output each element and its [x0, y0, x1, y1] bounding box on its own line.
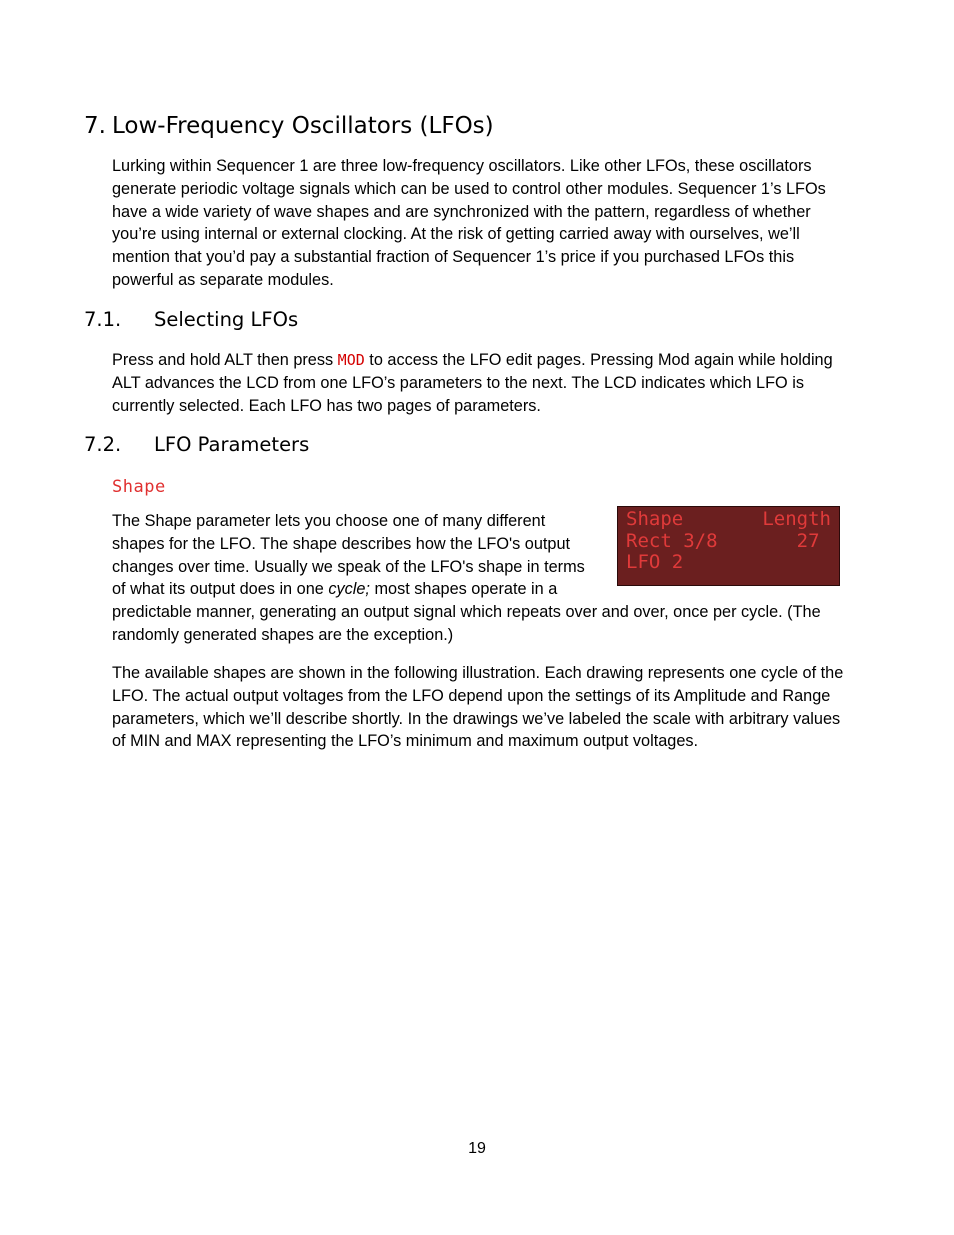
lcd-row-1-left: Shape [626, 508, 684, 530]
lcd-row-1-right: Length [762, 508, 831, 530]
selecting-text-after: to access the LFO edit pages. Pressing Mod again while holding ALT advances the LCD from one LFO’s parameters to the next. The LCD indicates which LFO is currently selected. Each LFO has two pages of parameters. [112, 351, 833, 415]
section-7-2-title: LFO Parameters [154, 433, 310, 456]
selecting-lfos-paragraph [112, 349, 847, 417]
selecting-text-before: Press and hold ALT then press [112, 351, 338, 369]
section-7-title: Low-Frequency Oscillators (LFOs) [112, 113, 494, 139]
lcd-row-2-right: 27 [796, 529, 831, 552]
section-7-1-heading [84, 307, 298, 333]
section-7-intro: Lurking within Sequencer 1 are three low-frequency oscillators. Like other LFOs, these oscillators generate periodic voltage signals which can be used to control other modules. Sequencer 1’s LFOs have a wide variety of wave shapes and are synchronized with the pattern, regardless of whether you’re using internal or external clocking. At the risk of getting carried away with ourselves, we’ll mention that you’d pay a substantial fraction of Sequencer 1’s price if you purchased LFOs this powerful as separate modules. [112, 157, 826, 289]
section-7-1-number: 7.1. [84, 308, 122, 331]
section-7-2-heading [84, 432, 309, 458]
lcd-row-3-left: LFO 2 [626, 551, 684, 573]
section-7-number: 7. [84, 113, 106, 139]
section-7-heading [84, 110, 494, 142]
shape-subheading: Shape [112, 477, 166, 497]
shape-text-part-2: most shapes operate in a predictable manner, generating an output signal which repeats over and over, once per cycle. (The randomly generated shapes are the exception.) [112, 580, 821, 644]
page-number: 19 [468, 1140, 486, 1157]
lcd-row-2-left: Rect 3/8 [626, 529, 718, 552]
shape-text-italic: cycle; [328, 580, 370, 599]
section-7-1-title: Selecting LFOs [154, 308, 299, 331]
shape-paragraph [112, 510, 847, 647]
lcd-float-spacer [595, 510, 847, 600]
section-7-2-number: 7.2. [84, 433, 122, 456]
mod-button-label: MOD [337, 351, 365, 369]
available-shapes-paragraph: The available shapes are shown in the following illustration. Each drawing represents one cycle of the LFO. The actual output voltages from the LFO depend upon the settings of its Amplitude and Range parameters, which we’ll describe shortly. In the drawings we’ve labeled the scale with arbitrary values of MIN and MAX representing the LFO’s minimum and maximum output voltages. [112, 664, 844, 751]
shape-text-part-1: The Shape parameter lets you choose one of many different shapes for the LFO. The shape describes how the LFO's output changes over time. Usually we speak of the LFO's shape in terms of what its output does in one [112, 512, 585, 599]
